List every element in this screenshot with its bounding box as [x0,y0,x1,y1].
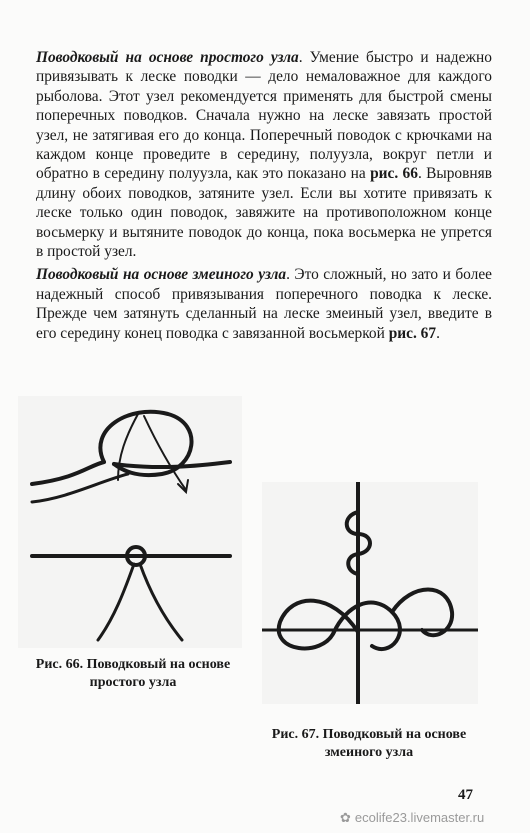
leader-end [144,416,186,490]
fishing-line [114,462,230,467]
body-text [36,48,492,347]
paragraph-heading: Поводковый на основе змеиного узла [36,266,287,284]
paragraph-snake-knot [36,265,492,343]
figure-67-caption: Рис. 67. Поводковый на основе змеиного узла [271,727,467,760]
fishing-line [32,462,104,484]
figure-66-illustration [18,396,242,648]
figure-67-illustration [262,482,478,704]
leader-line [32,474,128,502]
livemaster-logo-icon: ✿ [340,810,351,825]
paragraph-heading: Поводковый на основе простого узла [36,49,299,66]
watermark [340,810,484,826]
leader-line [140,564,182,640]
leader-line [98,564,134,640]
watermark-text: ecolife23.livemaster.ru [354,810,485,825]
snake-knot-loop [279,601,400,649]
figure-reference: рис. 66 [370,165,418,183]
paragraph-text: . Это сложный, но зато и более надежный способ привязывания поперечного поводка к леске. Прежде чем затянуть сделанный на леске змеиный узел, введите в его середину конец поводка с завязанной восьмеркой [36,266,493,342]
figure-reference: рис. 67 [388,324,437,342]
paragraph-simple-knot [36,48,492,261]
paragraph-text: . Умение быстро и надежно привязывать к леске поводки — дело немаловажное для каждого рыболова. Этот узел рекомендуется применять для быстрой смены поперечных поводков. Сначала нужно на леске завязать простой узел, не затягивая его до конца. Поперечный поводок с крючками на каждом конце проведите в середину, полуузла, вокруг петли и обратно в середину полуузла, как это показано на [36,49,492,183]
paragraph-text: . [436,324,440,342]
paragraph-text: . Выровняв длину обоих поводков, затяните узел. Если вы хотите привязать к леске только один поводок, завяжите на противоположном конце восьмерку и вытяните поводок до конца, пока восьмерка не упрется в простой узел. [36,165,492,261]
page-number: 47 [458,787,473,803]
figure-66-caption: Рис. 66. Поводковый на основе простого узла [35,657,231,690]
